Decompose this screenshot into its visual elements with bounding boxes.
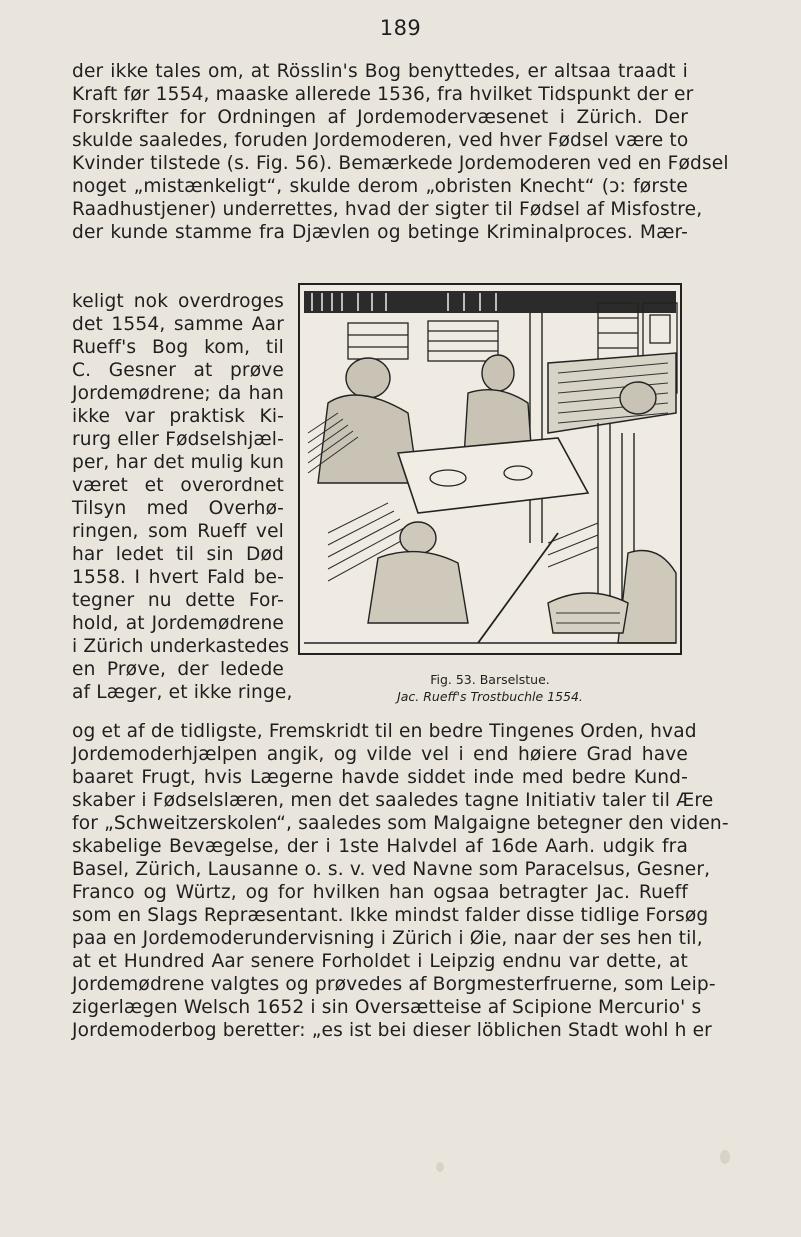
text-line: rurg eller Fødselshjæl- — [72, 429, 284, 450]
text-line: at et Hundred Aar senere Forholdet i Leipzig endnu var dette, at — [72, 951, 688, 972]
text-line: Basel, Zürich, Lausanne o. s. v. ved Navne som Paracelsus, Gesner, — [72, 859, 711, 880]
text-line: skabelige Bevægelse, der i 1ste Halvdel af 16de Aarh. udgik fra — [72, 836, 688, 857]
text-line: baaret Frugt, hvis Lægerne havde siddet inde med bedre Kund- — [72, 767, 688, 788]
figure-caption-source: Jac. Rueff's Trostbuchle 1554. — [397, 689, 583, 704]
paragraph-top — [72, 60, 729, 244]
text-line: ikke var praktisk Ki- — [72, 406, 284, 427]
text-line: Franco og Würtz, og for hvilken han ogsaa betragter Jac. Rueff — [72, 882, 688, 903]
text-line: Jordemoderbog beretter: „es ist bei dieser löblichen Stadt wohl h er — [72, 1020, 712, 1041]
text-line: 1558. I hvert Fald be- — [72, 567, 284, 588]
text-line: Tilsyn med Overhø- — [72, 498, 284, 519]
text-line: været et overordnet — [72, 475, 284, 496]
paragraph-bottom — [72, 720, 729, 1042]
text-line: Kvinder tilstede (s. Fig. 56). Bemærkede Jordemoderen ved en Fødsel — [72, 153, 729, 174]
text-line: skulde saaledes, foruden Jordemoderen, ved hver Fødsel være to — [72, 130, 689, 151]
text-line: per, har det mulig kun — [72, 452, 284, 473]
text-line: der kunde stamme fra Djævlen og betinge Kriminalproces. Mær- — [72, 222, 688, 243]
text-line: det 1554, samme Aar — [72, 314, 284, 335]
text-line: som en Slags Repræsentant. Ikke mindst falder disse tidlige Forsøg — [72, 905, 709, 926]
text-line: af Læger, et ikke ringe, — [72, 682, 293, 703]
text-line: zigerlægen Welsch 1652 i sin Oversætteise af Scipione Mercurio' s — [72, 997, 702, 1018]
text-line: noget „mistænkeligt“, skulde derom „obristen Knecht“ (ɔ: første — [72, 176, 688, 197]
text-line: ringen, som Rueff vel — [72, 521, 284, 542]
paper-stain — [436, 1162, 444, 1172]
text-line: keligt nok overdroges — [72, 291, 284, 312]
text-line: Rueff's Bog kom, til — [72, 337, 284, 358]
paper-stain — [720, 1150, 730, 1164]
text-line: Kraft før 1554, maaske allerede 1536, fra hvilket Tidspunkt der er — [72, 84, 694, 105]
text-line: Jordemødrene valgtes og prøvedes af Borgmesterfruerne, som Leip- — [72, 974, 716, 995]
text-line: der ikke tales om, at Rösslin's Bog benyttedes, er altsaa traadt i — [72, 61, 688, 82]
text-line: C. Gesner at prøve — [72, 360, 284, 381]
text-line: i Zürich underkastedes — [72, 636, 290, 657]
text-line: tegner nu dette For- — [72, 590, 284, 611]
text-line: og et af de tidligste, Fremskridt til en bedre Tingenes Orden, hvad — [72, 721, 697, 742]
text-line: Raadhustjener) underrettes, hvad der sigter til Fødsel af Misfostre, — [72, 199, 703, 220]
paragraph-wrap — [72, 290, 293, 704]
text-line: Forskrifter for Ordningen af Jordemodervæsenet i Zürich. Der — [72, 107, 688, 128]
page-number: 189 — [379, 16, 422, 40]
woodcut-illustration — [298, 283, 682, 655]
text-line: paa en Jordemoderundervisning i Zürich i Øie, naar der ses hen til, — [72, 928, 703, 949]
text-line: for „Schweitzerskolen“, saaledes som Malgaigne betegner den viden- — [72, 813, 729, 834]
text-line: hold, at Jordemødrene — [72, 613, 284, 634]
text-line: en Prøve, der ledede — [72, 659, 284, 680]
text-line: Jordemoderhjælpen angik, og vilde vel i end høiere Grad have — [72, 744, 688, 765]
text-line: har ledet til sin Død — [72, 544, 284, 565]
text-line: skaber i Fødselslæren, men det saaledes tagne Initiativ taler til Ære — [72, 790, 714, 811]
figure-caption: Fig. 53. Barselstue. — [430, 672, 550, 687]
text-line: Jordemødrene; da han — [72, 383, 284, 404]
